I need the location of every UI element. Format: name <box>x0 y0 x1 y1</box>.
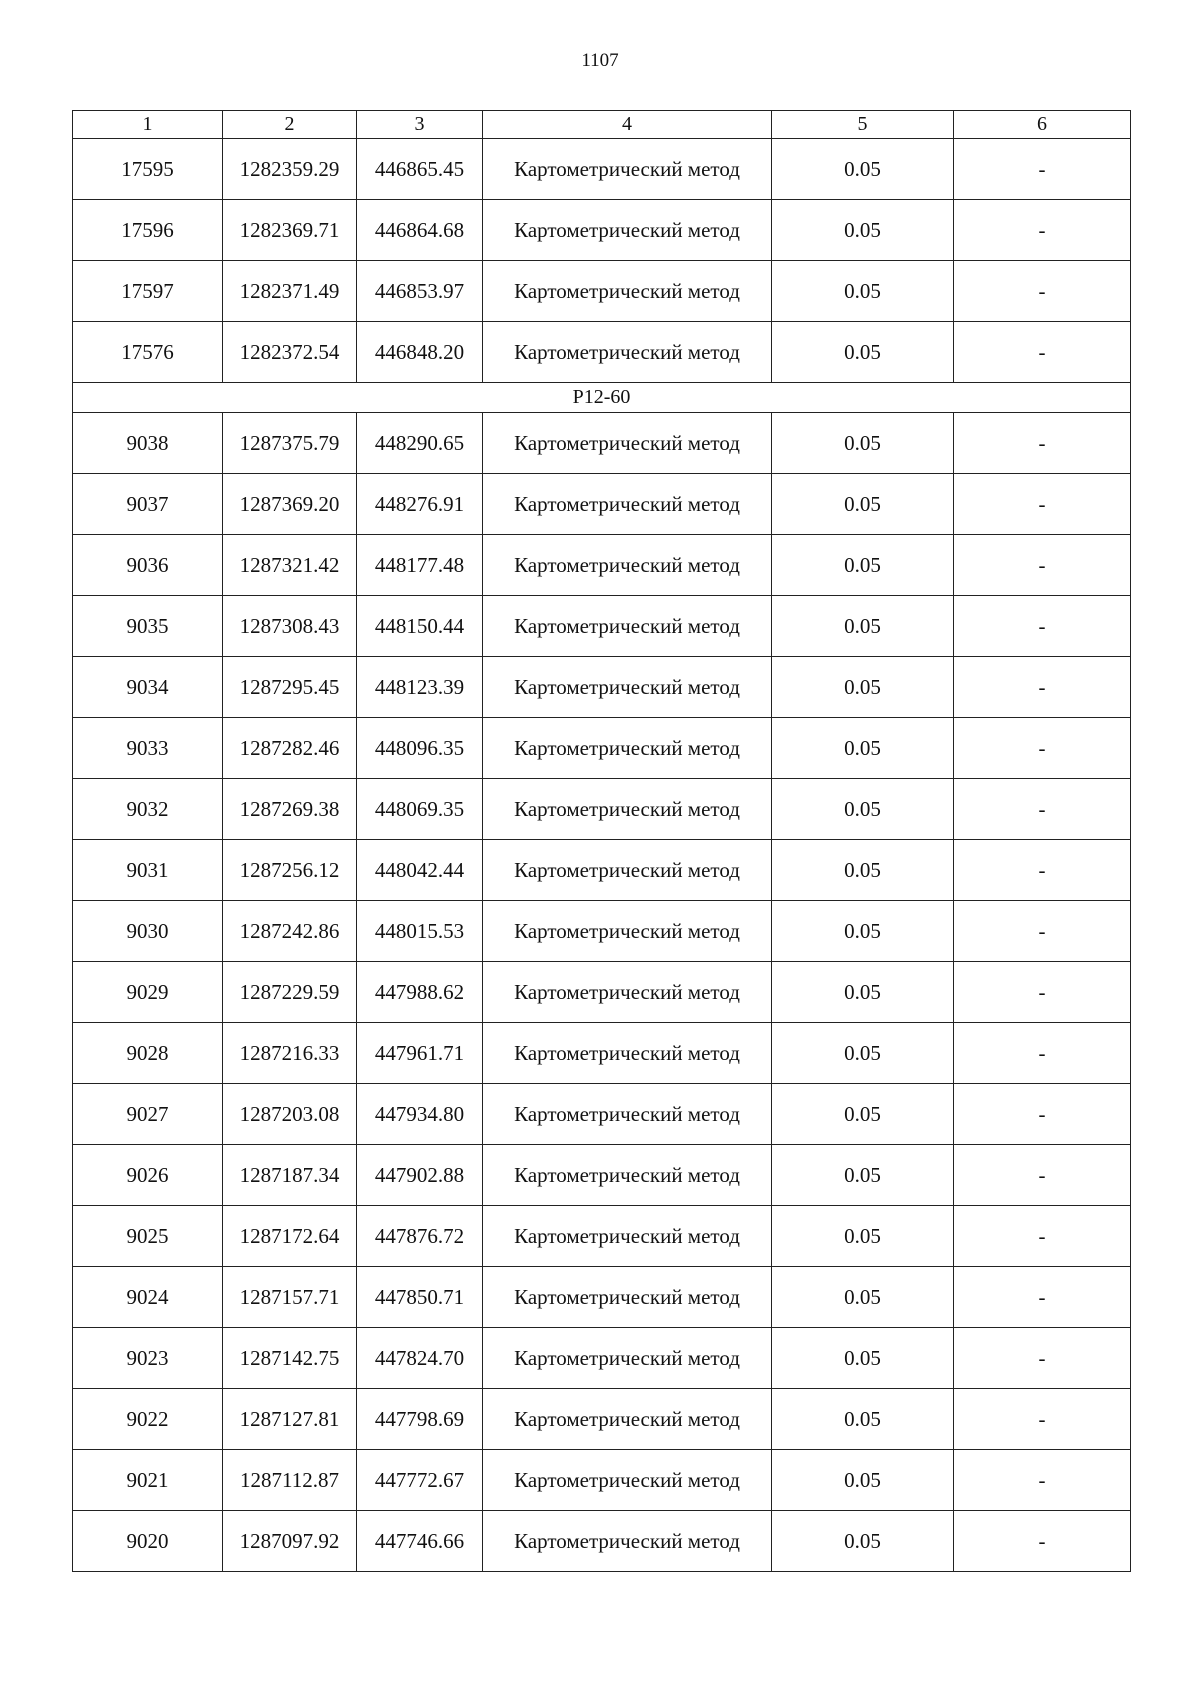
table-body <box>73 111 1131 1572</box>
accuracy-cell: 0.05 <box>772 718 954 779</box>
note-cell: - <box>954 1511 1131 1572</box>
note-cell: - <box>954 657 1131 718</box>
table-row <box>73 1206 1131 1267</box>
table-row <box>73 901 1131 962</box>
accuracy-cell: 0.05 <box>772 1267 954 1328</box>
accuracy-cell: 0.05 <box>772 535 954 596</box>
column-header: 3 <box>357 111 483 139</box>
point-number-cell: 9031 <box>73 840 223 901</box>
note-cell: - <box>954 535 1131 596</box>
accuracy-cell: 0.05 <box>772 1145 954 1206</box>
x-coordinate-cell: 1287142.75 <box>223 1328 357 1389</box>
point-number-cell: 9032 <box>73 779 223 840</box>
point-number-cell: 9027 <box>73 1084 223 1145</box>
point-number-cell: 9025 <box>73 1206 223 1267</box>
method-cell: Картометрический метод <box>483 200 772 261</box>
table-row <box>73 1389 1131 1450</box>
note-cell: - <box>954 1023 1131 1084</box>
accuracy-cell: 0.05 <box>772 261 954 322</box>
accuracy-cell: 0.05 <box>772 1511 954 1572</box>
note-cell: - <box>954 139 1131 200</box>
method-cell: Картометрический метод <box>483 535 772 596</box>
accuracy-cell: 0.05 <box>772 962 954 1023</box>
point-number-cell: 9036 <box>73 535 223 596</box>
point-number-cell: 9026 <box>73 1145 223 1206</box>
note-cell: - <box>954 779 1131 840</box>
y-coordinate-cell: 448069.35 <box>357 779 483 840</box>
y-coordinate-cell: 446865.45 <box>357 139 483 200</box>
table-row <box>73 840 1131 901</box>
point-number-cell: 17595 <box>73 139 223 200</box>
point-number-cell: 9021 <box>73 1450 223 1511</box>
table-row <box>73 779 1131 840</box>
method-cell: Картометрический метод <box>483 718 772 779</box>
y-coordinate-cell: 448276.91 <box>357 474 483 535</box>
table-row <box>73 657 1131 718</box>
x-coordinate-cell: 1287127.81 <box>223 1389 357 1450</box>
method-cell: Картометрический метод <box>483 840 772 901</box>
note-cell: - <box>954 1450 1131 1511</box>
point-number-cell: 17597 <box>73 261 223 322</box>
table-row <box>73 1145 1131 1206</box>
note-cell: - <box>954 840 1131 901</box>
x-coordinate-cell: 1287282.46 <box>223 718 357 779</box>
point-number-cell: 9037 <box>73 474 223 535</box>
y-coordinate-cell: 447988.62 <box>357 962 483 1023</box>
note-cell: - <box>954 322 1131 383</box>
accuracy-cell: 0.05 <box>772 657 954 718</box>
x-coordinate-cell: 1282372.54 <box>223 322 357 383</box>
method-cell: Картометрический метод <box>483 962 772 1023</box>
method-cell: Картометрический метод <box>483 1450 772 1511</box>
section-label: Р12-60 <box>73 383 1131 413</box>
accuracy-cell: 0.05 <box>772 1450 954 1511</box>
x-coordinate-cell: 1282359.29 <box>223 139 357 200</box>
note-cell: - <box>954 1206 1131 1267</box>
accuracy-cell: 0.05 <box>772 1084 954 1145</box>
note-cell: - <box>954 718 1131 779</box>
method-cell: Картометрический метод <box>483 657 772 718</box>
accuracy-cell: 0.05 <box>772 779 954 840</box>
accuracy-cell: 0.05 <box>772 322 954 383</box>
x-coordinate-cell: 1287112.87 <box>223 1450 357 1511</box>
y-coordinate-cell: 446848.20 <box>357 322 483 383</box>
column-header: 5 <box>772 111 954 139</box>
point-number-cell: 17596 <box>73 200 223 261</box>
table-row <box>73 1328 1131 1389</box>
accuracy-cell: 0.05 <box>772 474 954 535</box>
y-coordinate-cell: 446864.68 <box>357 200 483 261</box>
point-number-cell: 9029 <box>73 962 223 1023</box>
table-row <box>73 596 1131 657</box>
coordinates-table <box>72 110 1131 1572</box>
accuracy-cell: 0.05 <box>772 1023 954 1084</box>
y-coordinate-cell: 448290.65 <box>357 413 483 474</box>
y-coordinate-cell: 446853.97 <box>357 261 483 322</box>
method-cell: Картометрический метод <box>483 413 772 474</box>
table-row <box>73 1511 1131 1572</box>
method-cell: Картометрический метод <box>483 1511 772 1572</box>
method-cell: Картометрический метод <box>483 1267 772 1328</box>
accuracy-cell: 0.05 <box>772 413 954 474</box>
x-coordinate-cell: 1287242.86 <box>223 901 357 962</box>
x-coordinate-cell: 1287295.45 <box>223 657 357 718</box>
y-coordinate-cell: 447902.88 <box>357 1145 483 1206</box>
accuracy-cell: 0.05 <box>772 1206 954 1267</box>
method-cell: Картометрический метод <box>483 1084 772 1145</box>
y-coordinate-cell: 447961.71 <box>357 1023 483 1084</box>
column-header: 4 <box>483 111 772 139</box>
section-row <box>73 383 1131 413</box>
table-row <box>73 1084 1131 1145</box>
table-row <box>73 535 1131 596</box>
method-cell: Картометрический метод <box>483 139 772 200</box>
y-coordinate-cell: 448042.44 <box>357 840 483 901</box>
method-cell: Картометрический метод <box>483 779 772 840</box>
point-number-cell: 17576 <box>73 322 223 383</box>
x-coordinate-cell: 1287216.33 <box>223 1023 357 1084</box>
point-number-cell: 9034 <box>73 657 223 718</box>
x-coordinate-cell: 1282369.71 <box>223 200 357 261</box>
x-coordinate-cell: 1287157.71 <box>223 1267 357 1328</box>
page-number: 1107 <box>581 50 619 71</box>
accuracy-cell: 0.05 <box>772 1389 954 1450</box>
accuracy-cell: 0.05 <box>772 840 954 901</box>
table-row <box>73 962 1131 1023</box>
method-cell: Картометрический метод <box>483 1145 772 1206</box>
method-cell: Картометрический метод <box>483 1206 772 1267</box>
note-cell: - <box>954 261 1131 322</box>
point-number-cell: 9028 <box>73 1023 223 1084</box>
point-number-cell: 9035 <box>73 596 223 657</box>
x-coordinate-cell: 1287375.79 <box>223 413 357 474</box>
method-cell: Картометрический метод <box>483 901 772 962</box>
table-row <box>73 1267 1131 1328</box>
method-cell: Картометрический метод <box>483 1023 772 1084</box>
note-cell: - <box>954 413 1131 474</box>
method-cell: Картометрический метод <box>483 322 772 383</box>
method-cell: Картометрический метод <box>483 474 772 535</box>
x-coordinate-cell: 1287172.64 <box>223 1206 357 1267</box>
x-coordinate-cell: 1287203.08 <box>223 1084 357 1145</box>
note-cell: - <box>954 1389 1131 1450</box>
x-coordinate-cell: 1287097.92 <box>223 1511 357 1572</box>
x-coordinate-cell: 1282371.49 <box>223 261 357 322</box>
accuracy-cell: 0.05 <box>772 200 954 261</box>
method-cell: Картометрический метод <box>483 261 772 322</box>
table-row <box>73 139 1131 200</box>
point-number-cell: 9022 <box>73 1389 223 1450</box>
accuracy-cell: 0.05 <box>772 901 954 962</box>
table-row <box>73 718 1131 779</box>
table-row <box>73 413 1131 474</box>
y-coordinate-cell: 448015.53 <box>357 901 483 962</box>
table-row <box>73 200 1131 261</box>
point-number-cell: 9024 <box>73 1267 223 1328</box>
y-coordinate-cell: 447824.70 <box>357 1328 483 1389</box>
note-cell: - <box>954 596 1131 657</box>
y-coordinate-cell: 448096.35 <box>357 718 483 779</box>
method-cell: Картометрический метод <box>483 596 772 657</box>
note-cell: - <box>954 1084 1131 1145</box>
note-cell: - <box>954 901 1131 962</box>
column-header: 2 <box>223 111 357 139</box>
y-coordinate-cell: 447746.66 <box>357 1511 483 1572</box>
table-row <box>73 474 1131 535</box>
y-coordinate-cell: 448123.39 <box>357 657 483 718</box>
table-header-row <box>73 111 1131 139</box>
note-cell: - <box>954 962 1131 1023</box>
y-coordinate-cell: 448177.48 <box>357 535 483 596</box>
column-header: 1 <box>73 111 223 139</box>
y-coordinate-cell: 447772.67 <box>357 1450 483 1511</box>
note-cell: - <box>954 1145 1131 1206</box>
table-row <box>73 1023 1131 1084</box>
point-number-cell: 9030 <box>73 901 223 962</box>
table-row <box>73 261 1131 322</box>
note-cell: - <box>954 1328 1131 1389</box>
y-coordinate-cell: 447798.69 <box>357 1389 483 1450</box>
accuracy-cell: 0.05 <box>772 139 954 200</box>
table-row <box>73 1450 1131 1511</box>
point-number-cell: 9020 <box>73 1511 223 1572</box>
method-cell: Картометрический метод <box>483 1389 772 1450</box>
x-coordinate-cell: 1287269.38 <box>223 779 357 840</box>
x-coordinate-cell: 1287321.42 <box>223 535 357 596</box>
y-coordinate-cell: 447934.80 <box>357 1084 483 1145</box>
note-cell: - <box>954 1267 1131 1328</box>
method-cell: Картометрический метод <box>483 1328 772 1389</box>
y-coordinate-cell: 448150.44 <box>357 596 483 657</box>
x-coordinate-cell: 1287308.43 <box>223 596 357 657</box>
y-coordinate-cell: 447876.72 <box>357 1206 483 1267</box>
accuracy-cell: 0.05 <box>772 596 954 657</box>
accuracy-cell: 0.05 <box>772 1328 954 1389</box>
y-coordinate-cell: 447850.71 <box>357 1267 483 1328</box>
note-cell: - <box>954 200 1131 261</box>
point-number-cell: 9033 <box>73 718 223 779</box>
x-coordinate-cell: 1287256.12 <box>223 840 357 901</box>
point-number-cell: 9038 <box>73 413 223 474</box>
point-number-cell: 9023 <box>73 1328 223 1389</box>
note-cell: - <box>954 474 1131 535</box>
table-row <box>73 322 1131 383</box>
x-coordinate-cell: 1287229.59 <box>223 962 357 1023</box>
x-coordinate-cell: 1287187.34 <box>223 1145 357 1206</box>
x-coordinate-cell: 1287369.20 <box>223 474 357 535</box>
column-header: 6 <box>954 111 1131 139</box>
